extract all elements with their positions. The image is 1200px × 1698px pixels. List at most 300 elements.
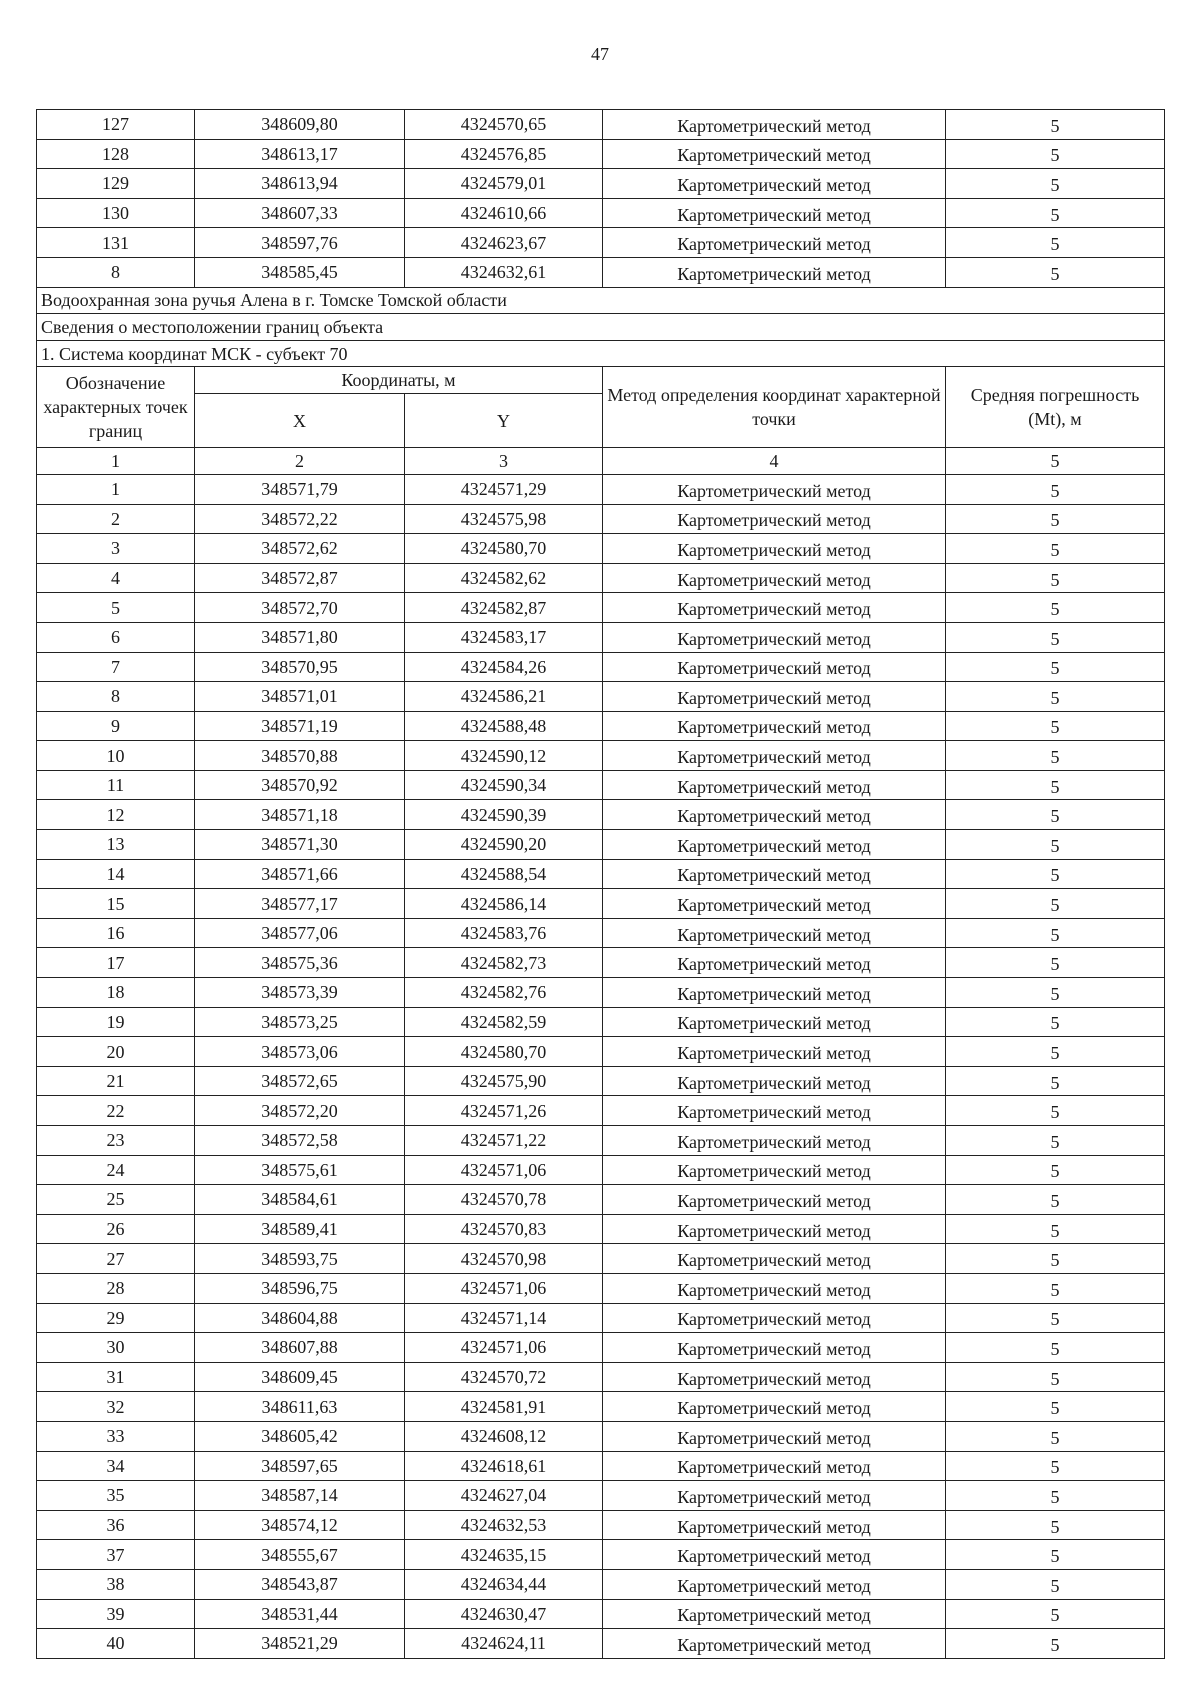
point-number: 11 [37,770,195,800]
method: Картометрический метод [603,978,946,1008]
mean-error: 5 [946,682,1165,712]
point-number: 8 [37,257,195,287]
table-row [37,1540,1165,1570]
header-y: Y [405,394,603,448]
coord-y: 4324583,76 [405,918,603,948]
coord-x: 348521,29 [195,1629,405,1659]
method: Картометрический метод [603,474,946,504]
table-row [37,770,1165,800]
point-number: 6 [37,622,195,652]
table-row [37,474,1165,504]
method: Картометрический метод [603,1451,946,1481]
page-number: 47 [591,44,609,64]
coord-y: 4324580,70 [405,1037,603,1067]
mean-error: 5 [946,859,1165,889]
method: Картометрический метод [603,830,946,860]
coord-y: 4324570,98 [405,1244,603,1274]
coord-y: 4324575,90 [405,1066,603,1096]
table-row [37,1599,1165,1629]
coord-y: 4324571,22 [405,1126,603,1156]
coord-y: 4324610,66 [405,198,603,228]
point-number: 15 [37,889,195,919]
method: Картометрический метод [603,652,946,682]
mean-error: 5 [946,504,1165,534]
coord-y: 4324571,26 [405,1096,603,1126]
coord-x: 348611,63 [195,1392,405,1422]
coord-x: 348613,94 [195,169,405,199]
coord-y: 4324580,70 [405,534,603,564]
method: Картометрический метод [603,741,946,771]
section-subtitle-row [37,314,1165,341]
mean-error: 5 [946,198,1165,228]
point-number: 23 [37,1126,195,1156]
table-row [37,198,1165,228]
coord-x: 348571,30 [195,830,405,860]
coord-y: 4324571,06 [405,1333,603,1363]
point-number: 22 [37,1096,195,1126]
point-number: 129 [37,169,195,199]
coord-system-row [37,340,1165,367]
table-row [37,1007,1165,1037]
coord-x: 348593,75 [195,1244,405,1274]
coord-y: 4324570,78 [405,1185,603,1215]
point-number: 131 [37,228,195,258]
coord-y: 4324623,67 [405,228,603,258]
method: Картометрический метод [603,711,946,741]
coord-x: 348573,39 [195,978,405,1008]
point-number: 34 [37,1451,195,1481]
coordinates-table [36,109,1165,1659]
point-number: 128 [37,139,195,169]
table-row [37,682,1165,712]
table-row [37,1096,1165,1126]
method: Картометрический метод [603,257,946,287]
mean-error: 5 [946,1273,1165,1303]
table-row [37,978,1165,1008]
coord-y: 4324571,14 [405,1303,603,1333]
coord-y: 4324579,01 [405,169,603,199]
coord-y: 4324582,59 [405,1007,603,1037]
coord-x: 348573,06 [195,1037,405,1067]
mean-error: 5 [946,1333,1165,1363]
table-row [37,711,1165,741]
method: Картометрический метод [603,770,946,800]
mean-error: 5 [946,1451,1165,1481]
mean-error: 5 [946,1185,1165,1215]
method: Картометрический метод [603,139,946,169]
coord-y: 4324588,48 [405,711,603,741]
coord-x: 348597,76 [195,228,405,258]
table-row [37,1214,1165,1244]
mean-error: 5 [946,918,1165,948]
point-number: 27 [37,1244,195,1274]
mean-error: 5 [946,1510,1165,1540]
method: Картометрический метод [603,1333,946,1363]
mean-error: 5 [946,1066,1165,1096]
coord-y: 4324634,44 [405,1569,603,1599]
column-number: 5 [946,448,1165,475]
mean-error: 5 [946,1303,1165,1333]
table-row [37,622,1165,652]
coord-y: 4324570,72 [405,1362,603,1392]
mean-error: 5 [946,1214,1165,1244]
table-row [37,139,1165,169]
point-number: 17 [37,948,195,978]
coord-x: 348609,80 [195,110,405,140]
mean-error: 5 [946,110,1165,140]
table-row [37,918,1165,948]
point-number: 37 [37,1540,195,1570]
mean-error: 5 [946,1037,1165,1067]
coord-y: 4324584,26 [405,652,603,682]
point-number: 38 [37,1569,195,1599]
table-row [37,257,1165,287]
method: Картометрический метод [603,1481,946,1511]
method: Картометрический метод [603,504,946,534]
mean-error: 5 [946,1096,1165,1126]
point-number: 4 [37,563,195,593]
table-row [37,889,1165,919]
point-number: 39 [37,1599,195,1629]
mean-error: 5 [946,169,1165,199]
coord-x: 348605,42 [195,1421,405,1451]
table-row [37,1421,1165,1451]
point-number: 14 [37,859,195,889]
table-row [37,741,1165,771]
coord-x: 348570,92 [195,770,405,800]
point-number: 26 [37,1214,195,1244]
mean-error: 5 [946,622,1165,652]
coord-x: 348570,88 [195,741,405,771]
table-row [37,1629,1165,1659]
table-row [37,1451,1165,1481]
mean-error: 5 [946,800,1165,830]
table-row [37,1273,1165,1303]
point-number: 12 [37,800,195,830]
method: Картометрический метод [603,1214,946,1244]
table-row [37,830,1165,860]
mean-error: 5 [946,1599,1165,1629]
mean-error: 5 [946,1244,1165,1274]
point-number: 30 [37,1333,195,1363]
coord-y: 4324590,20 [405,830,603,860]
coord-x: 348571,80 [195,622,405,652]
mean-error: 5 [946,1392,1165,1422]
mean-error: 5 [946,1569,1165,1599]
coord-x: 348574,12 [195,1510,405,1540]
column-number: 1 [37,448,195,475]
coord-y: 4324570,65 [405,110,603,140]
coord-y: 4324570,83 [405,1214,603,1244]
table-row [37,1185,1165,1215]
method: Картометрический метод [603,1303,946,1333]
mean-error: 5 [946,652,1165,682]
coord-x: 348577,17 [195,889,405,919]
point-number: 16 [37,918,195,948]
table-row [37,563,1165,593]
point-number: 20 [37,1037,195,1067]
coord-y: 4324571,06 [405,1155,603,1185]
point-number: 19 [37,1007,195,1037]
coord-x: 348597,65 [195,1451,405,1481]
point-number: 13 [37,830,195,860]
method: Картометрический метод [603,918,946,948]
method: Картометрический метод [603,1392,946,1422]
coord-x: 348570,95 [195,652,405,682]
table-row [37,504,1165,534]
point-number: 8 [37,682,195,712]
method: Картометрический метод [603,948,946,978]
coord-y: 4324588,54 [405,859,603,889]
point-number: 3 [37,534,195,564]
mean-error: 5 [946,770,1165,800]
coord-x: 348613,17 [195,139,405,169]
mean-error: 5 [946,711,1165,741]
coord-y: 4324627,04 [405,1481,603,1511]
coord-x: 348571,66 [195,859,405,889]
point-number: 40 [37,1629,195,1659]
point-number: 130 [37,198,195,228]
coord-x: 348572,87 [195,563,405,593]
table-row [37,1510,1165,1540]
coord-x: 348584,61 [195,1185,405,1215]
mean-error: 5 [946,1155,1165,1185]
header-coords: Координаты, м [195,367,603,394]
method: Картометрический метод [603,1185,946,1215]
coord-x: 348572,62 [195,534,405,564]
mean-error: 5 [946,593,1165,623]
coord-x: 348577,06 [195,918,405,948]
section-header [37,287,1165,474]
mean-error: 5 [946,1007,1165,1037]
method: Картометрический метод [603,1362,946,1392]
coord-y: 4324608,12 [405,1421,603,1451]
mean-error: 5 [946,474,1165,504]
coord-y: 4324632,61 [405,257,603,287]
column-number: 2 [195,448,405,475]
coord-y: 4324583,17 [405,622,603,652]
table-row [37,169,1165,199]
method: Картометрический метод [603,563,946,593]
point-number: 21 [37,1066,195,1096]
coord-x: 348589,41 [195,1214,405,1244]
table-row [37,1303,1165,1333]
method: Картометрический метод [603,1244,946,1274]
header-designation: Обозначение характерных точек границ [37,367,195,448]
header-row-1 [37,367,1165,394]
coord-x: 348543,87 [195,1569,405,1599]
method: Картометрический метод [603,228,946,258]
method: Картометрический метод [603,1273,946,1303]
point-number: 31 [37,1362,195,1392]
method: Картометрический метод [603,1421,946,1451]
coord-x: 348585,45 [195,257,405,287]
method: Картометрический метод [603,169,946,199]
mean-error: 5 [946,563,1165,593]
coord-x: 348555,67 [195,1540,405,1570]
method: Картометрический метод [603,1510,946,1540]
point-number: 1 [37,474,195,504]
point-number: 7 [37,652,195,682]
coord-x: 348572,20 [195,1096,405,1126]
coord-x: 348609,45 [195,1362,405,1392]
coord-x: 348575,36 [195,948,405,978]
coord-x: 348571,01 [195,682,405,712]
table-row [37,1155,1165,1185]
table-row [37,948,1165,978]
coord-x: 348571,18 [195,800,405,830]
coord-x: 348571,79 [195,474,405,504]
section-title: Водоохранная зона ручья Алена в г. Томске Томской области [37,287,1165,314]
coord-x: 348575,61 [195,1155,405,1185]
method: Картометрический метод [603,198,946,228]
table-row [37,1569,1165,1599]
coord-x: 348571,19 [195,711,405,741]
mean-error: 5 [946,1362,1165,1392]
point-number: 35 [37,1481,195,1511]
coord-x: 348572,22 [195,504,405,534]
data-rows [37,474,1165,1658]
top-rows [37,110,1165,288]
point-number: 32 [37,1392,195,1422]
method: Картометрический метод [603,1066,946,1096]
table-row [37,593,1165,623]
coord-x: 348587,14 [195,1481,405,1511]
point-number: 18 [37,978,195,1008]
mean-error: 5 [946,139,1165,169]
table-row [37,534,1165,564]
header-x: X [195,394,405,448]
coord-x: 348596,75 [195,1273,405,1303]
coord-y: 4324575,98 [405,504,603,534]
coord-system: 1. Система координат МСК - субъект 70 [37,340,1165,367]
method: Картометрический метод [603,800,946,830]
mean-error: 5 [946,1629,1165,1659]
method: Картометрический метод [603,1569,946,1599]
table-row [37,1244,1165,1274]
coord-y: 4324582,73 [405,948,603,978]
coord-y: 4324582,62 [405,563,603,593]
coord-y: 4324586,21 [405,682,603,712]
coord-y: 4324582,87 [405,593,603,623]
mean-error: 5 [946,1540,1165,1570]
column-number: 4 [603,448,946,475]
mean-error: 5 [946,1421,1165,1451]
point-number: 29 [37,1303,195,1333]
coord-x: 348572,70 [195,593,405,623]
method: Картометрический метод [603,1096,946,1126]
coord-x: 348604,88 [195,1303,405,1333]
coord-y: 4324581,91 [405,1392,603,1422]
coord-x: 348572,58 [195,1126,405,1156]
mean-error: 5 [946,228,1165,258]
point-number: 127 [37,110,195,140]
method: Картометрический метод [603,622,946,652]
coord-y: 4324576,85 [405,139,603,169]
method: Картометрический метод [603,110,946,140]
mean-error: 5 [946,741,1165,771]
point-number: 25 [37,1185,195,1215]
coord-x: 348572,65 [195,1066,405,1096]
table-row [37,1392,1165,1422]
point-number: 9 [37,711,195,741]
point-number: 28 [37,1273,195,1303]
mean-error: 5 [946,257,1165,287]
method: Картометрический метод [603,593,946,623]
coord-y: 4324624,11 [405,1629,603,1659]
method: Картометрический метод [603,1599,946,1629]
section-title-row [37,287,1165,314]
point-number: 36 [37,1510,195,1540]
method: Картометрический метод [603,534,946,564]
method: Картометрический метод [603,682,946,712]
coord-x: 348607,88 [195,1333,405,1363]
point-number: 10 [37,741,195,771]
coord-y: 4324590,12 [405,741,603,771]
table-row [37,1037,1165,1067]
header-method: Метод определения координат характерной точки [603,367,946,448]
coord-x: 348573,25 [195,1007,405,1037]
table-row [37,800,1165,830]
method: Картометрический метод [603,1540,946,1570]
point-number: 2 [37,504,195,534]
coord-y: 4324618,61 [405,1451,603,1481]
point-number: 24 [37,1155,195,1185]
table-row [37,228,1165,258]
table-row [37,1481,1165,1511]
column-number: 3 [405,448,603,475]
table-row [37,652,1165,682]
table-row [37,1362,1165,1392]
mean-error: 5 [946,1481,1165,1511]
method: Картометрический метод [603,1629,946,1659]
point-number: 5 [37,593,195,623]
column-numbers-row [37,448,1165,475]
coord-y: 4324571,29 [405,474,603,504]
coord-y: 4324582,76 [405,978,603,1008]
header-error: Средняя погрешность (Mt), м [946,367,1165,448]
coord-y: 4324632,53 [405,1510,603,1540]
coord-y: 4324586,14 [405,889,603,919]
mean-error: 5 [946,978,1165,1008]
mean-error: 5 [946,830,1165,860]
mean-error: 5 [946,534,1165,564]
mean-error: 5 [946,948,1165,978]
table-row [37,1126,1165,1156]
table-row [37,110,1165,140]
table-row [37,1066,1165,1096]
mean-error: 5 [946,1126,1165,1156]
method: Картометрический метод [603,1155,946,1185]
method: Картометрический метод [603,1037,946,1067]
method: Картометрический метод [603,859,946,889]
method: Картометрический метод [603,1126,946,1156]
point-number: 33 [37,1421,195,1451]
coord-y: 4324630,47 [405,1599,603,1629]
mean-error: 5 [946,889,1165,919]
coord-x: 348607,33 [195,198,405,228]
table-row [37,1333,1165,1363]
method: Картометрический метод [603,1007,946,1037]
coord-x: 348531,44 [195,1599,405,1629]
coord-y: 4324635,15 [405,1540,603,1570]
coord-y: 4324590,39 [405,800,603,830]
table-row [37,859,1165,889]
coord-y: 4324590,34 [405,770,603,800]
section-subtitle: Сведения о местоположении границ объекта [37,314,1165,341]
coord-y: 4324571,06 [405,1273,603,1303]
method: Картометрический метод [603,889,946,919]
